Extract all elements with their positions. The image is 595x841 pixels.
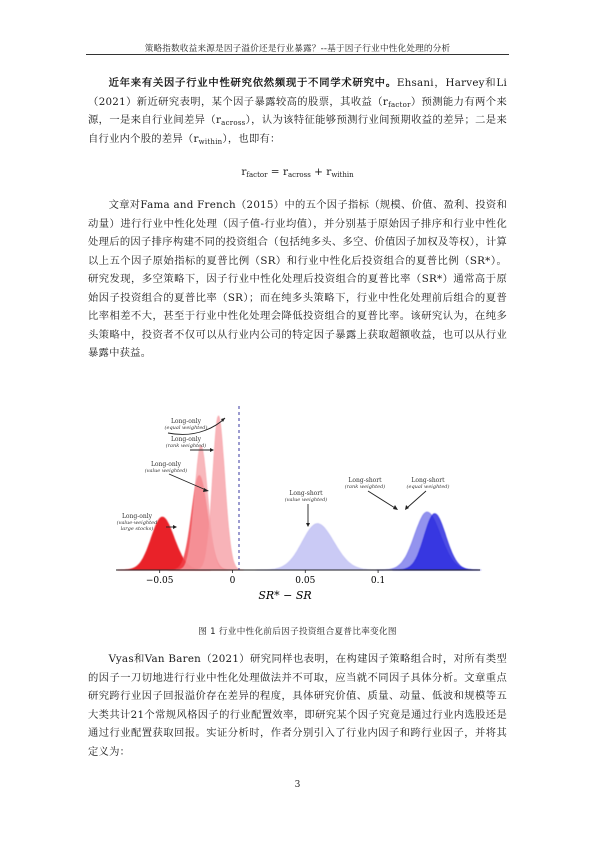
label-long-short-value: [285, 490, 328, 503]
eq-lhs: r: [241, 166, 247, 178]
arrow-head: [393, 505, 398, 510]
label-text: large stocks): [120, 526, 154, 532]
arrow-long-short-equal: [408, 491, 426, 507]
page-number: 3: [294, 780, 301, 790]
paragraph-1-text-d: ），也即有：: [222, 132, 281, 145]
density-curve: [256, 524, 384, 570]
paragraph-1-text-a: Ehsani，Harvey和Li（2021）新近研究表明，某个因子暴露较高的股票，其收益（r: [88, 77, 507, 108]
label-text: (value-weighted: [116, 520, 158, 526]
x-axis-label: SR* − SR: [258, 589, 312, 602]
label-text: (equal weighted): [164, 425, 208, 431]
arrow-head: [405, 505, 409, 510]
eq-lhs-sub: factor: [246, 171, 268, 179]
sub-factor: factor: [388, 100, 411, 109]
x-tick-label: 0.1: [370, 576, 386, 586]
equation: [88, 166, 507, 179]
paragraph-1-text-b: ）预测能力有两个来源，一是来自行业间差异（r: [88, 95, 507, 126]
label-text: Long-short: [348, 477, 382, 484]
paragraph-3: [88, 650, 507, 761]
label-text: Long-only: [121, 513, 153, 520]
label-text: (equal weighted): [406, 484, 450, 490]
sub-within: within: [198, 137, 223, 146]
x-axis-ticks: [146, 570, 385, 586]
x-tick-label: 0: [229, 576, 236, 586]
eq-term2-sub: within: [331, 171, 354, 179]
label-long-short-equal: [407, 477, 450, 490]
paragraph-3-text: Vyas和Van Baren（2021）研究同样也表明，在构建因子策略组合时，对所有类型的因子一刀切地进行行业中性化处理做法并不可取，应当就不同因子具体分析。文章重点研究跨行业因子回报溢价存在差异的程度，具体研究价值、质量、动量、低波和规模等五大类共计21个常规风格因子的行业配置效率，即研究某个因子究竟是通过行业内选股还是通过行业配置获取回报。实证分析时，作者分别引入了行业内因子和跨行业因子，并将其定义为：: [88, 653, 507, 758]
paragraph-1: [88, 74, 507, 148]
arrow-head: [173, 525, 177, 529]
label-long-only-rank: [166, 436, 207, 449]
label-text: (rank weighted): [344, 484, 386, 490]
eq-term2: + r: [310, 166, 332, 178]
label-text: Long-short: [289, 490, 323, 497]
label-text: Long-short: [411, 477, 445, 484]
paragraph-2: [88, 196, 507, 363]
arrow-head: [210, 448, 214, 452]
paragraph-1-text-c: ），认为该特征能够预测行业间预期收益的差异；二是来自行业内个股的差异（r: [88, 114, 508, 145]
label-text: Long-only: [170, 436, 202, 443]
eq-term1: = r: [267, 166, 288, 178]
header-rule: [86, 54, 509, 55]
figure-sr-distribution: [90, 390, 508, 604]
x-tick-label: 0.05: [295, 576, 316, 586]
running-head: 策略指数收益来源是因子溢价还是行业暴露？--基于因子行业中性化处理的分析: [144, 44, 451, 54]
paragraph-1-lead: 近年来有关因子行业中性研究依然频现于不同学术研究中。: [108, 77, 397, 89]
label-long-only-equal: [165, 418, 208, 431]
label-long-short-rank: [345, 477, 386, 490]
sub-across: across: [221, 119, 246, 127]
arrow-long-short-rank: [368, 491, 395, 508]
label-long-only-value: [145, 461, 188, 474]
paragraph-2-text: 文章对Fama and French（2015）中的五个因子指标（规模、价值、盈利、投资和动量）进行行业中性化处理（因子值-行业均值），并分别基于原始因子排序和行业中性化处理后的因子排序构建不同的投资组合（包括纯多头、多空、价值因子加权及等权），计算以上五个因子原始指标的夏普比例（SR）和行业中性化后投资组合的夏普比例（SR*）。研究发现，多空策略下，因子行业中性化处理后投资组合的夏普比率（SR*）通常高于原始因子投资组合的夏普比率（SR）；而在纯多头策略下，行业中性化处理前后组合的夏普比率相差不大，甚至于行业中性化处理会降低投资组合的夏普比率。该研究认为，在纯多头策略中，投资者不仅可以从行业内公司的特定因子暴露上获取超额收益，也可以从行业暴露中获益。: [88, 199, 507, 359]
arrow-head: [306, 523, 310, 527]
label-text: (value weighted): [144, 468, 188, 474]
label-text: (value weighted): [284, 497, 328, 503]
label-text: (rank weighted): [165, 443, 207, 449]
figure-caption: 图 1 行业中性化前后因子投资组合夏普比率变化图: [198, 627, 397, 637]
label-text: Long-only: [170, 418, 202, 425]
label-long-only-large: [117, 513, 158, 532]
x-tick-label: −0.05: [145, 576, 174, 586]
label-text: Long-only: [150, 461, 182, 468]
eq-term1-sub: across: [287, 171, 311, 179]
density-chart: [90, 390, 508, 604]
